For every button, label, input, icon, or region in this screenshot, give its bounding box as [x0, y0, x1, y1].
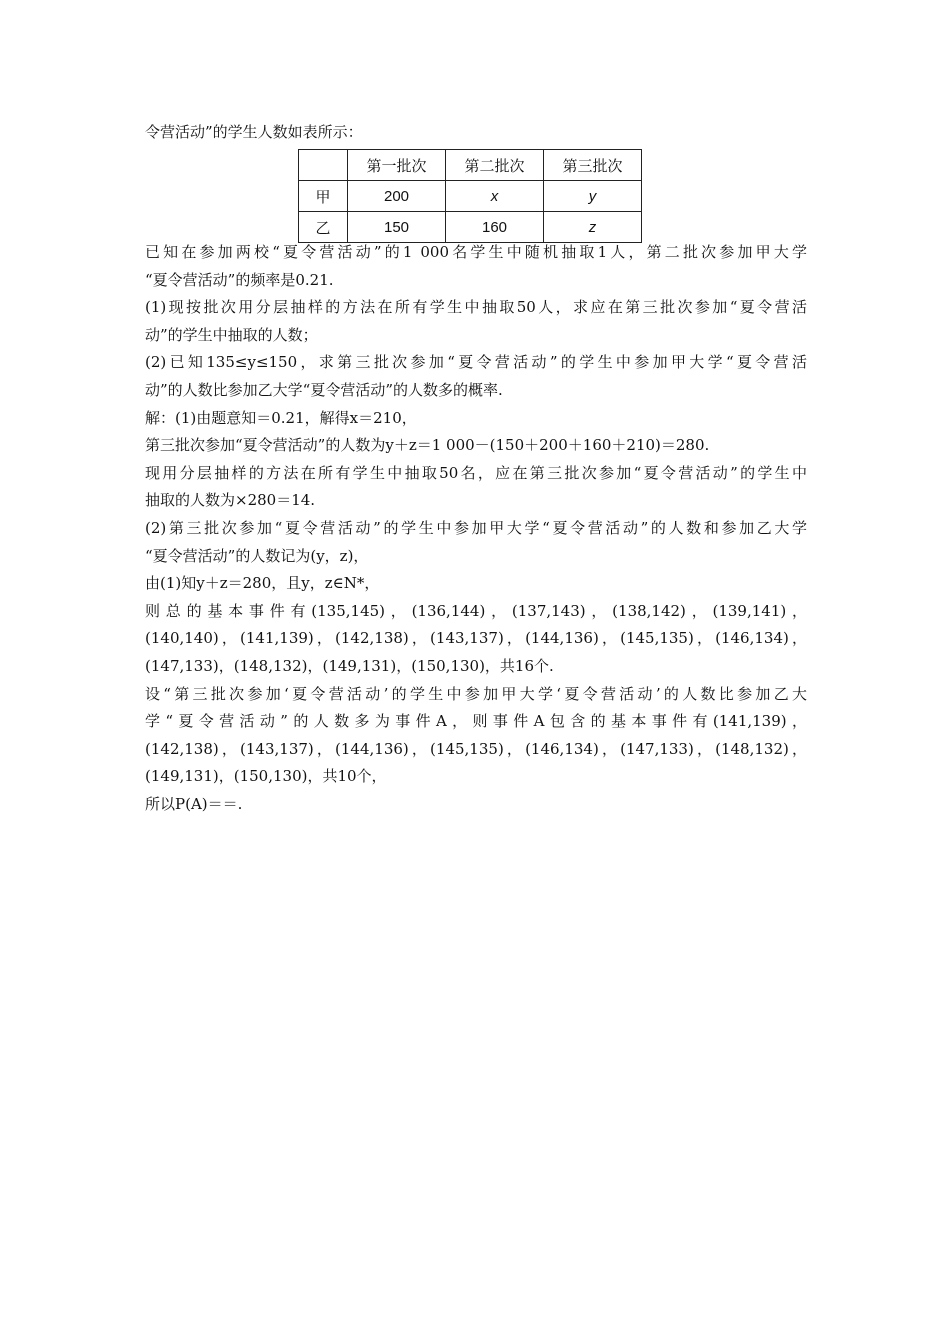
- text-line: 抽取的人数为×280＝14.: [145, 491, 316, 509]
- text-line: 设“第三批次参加‘夏令营活动’的学生中参加甲大学‘夏令营活动’的人数比参加乙大: [145, 685, 807, 703]
- table-row-label: 甲: [299, 181, 348, 212]
- table-row: [299, 181, 642, 212]
- table-cell: 150: [348, 212, 446, 243]
- text-line: “夏令营活动”的人数记为(y，z)，: [145, 547, 369, 565]
- text-line: 现用分层抽样的方法在所有学生中抽取50名，应在第三批次参加“夏令营活动”的学生中: [145, 464, 807, 482]
- text-line: 动”的学生中抽取的人数；: [145, 326, 318, 344]
- text-line: 解：(1)由题意知＝0.21，解得x＝210，: [145, 409, 417, 427]
- text-line: 已知在参加两校“夏令营活动”的1 000名学生中随机抽取1人，第二批次参加甲大学: [145, 243, 807, 261]
- text-line: 学“夏令营活动”的人数多为事件A，则事件A包含的基本事件有(141,139)，: [145, 712, 807, 730]
- table-cell: [299, 150, 348, 181]
- text-line: 第三批次参加“夏令营活动”的人数为y＋z＝1 000－(150＋200＋160＋210)＝280.: [145, 436, 710, 454]
- table-cell: z: [544, 212, 642, 243]
- table-cell: 160: [446, 212, 544, 243]
- table-header-cell: 第二批次: [446, 150, 544, 181]
- text-line: (2)已知135≤y≤150，求第三批次参加“夏令营活动”的学生中参加甲大学“夏令营活: [145, 353, 807, 371]
- text-line: (147,133)，(148,132)，(149,131)，(150,130)，共16个.: [145, 657, 554, 675]
- text-line: 由(1)知y＋z＝280，且y，z∈N*，: [145, 574, 380, 592]
- text-line: “夏令营活动”的频率是0.21.: [145, 271, 334, 289]
- table-header-cell: 第三批次: [544, 150, 642, 181]
- table-header-cell: 第一批次: [348, 150, 446, 181]
- text-line: (149,131)，(150,130)，共10个，: [145, 767, 387, 785]
- table-cell: x: [446, 181, 544, 212]
- text-line: (1)现按批次用分层抽样的方法在所有学生中抽取50人，求应在第三批次参加“夏令营活: [145, 298, 807, 316]
- table-cell: y: [544, 181, 642, 212]
- data-table: [298, 149, 642, 243]
- table-row: [299, 212, 642, 243]
- text-line: (142,138)，(143,137)，(144,136)，(145,135)，(146,134)，(147,133)，(148,132)，: [145, 740, 807, 758]
- text-line: 则总的基本事件有(135,145)，(136,144)，(137,143)，(138,142)，(139,141)，: [145, 602, 807, 620]
- text-line: (2)第三批次参加“夏令营活动”的学生中参加甲大学“夏令营活动”的人数和参加乙大学: [145, 519, 807, 537]
- table-cell: 200: [348, 181, 446, 212]
- text-line: 动”的人数比参加乙大学“夏令营活动”的人数多的概率.: [145, 381, 503, 399]
- table-row-label: 乙: [299, 212, 348, 243]
- intro-text: 令营活动”的学生人数如表所示：: [145, 123, 363, 141]
- table-header-row: [299, 150, 642, 181]
- text-line: 所以P(A)＝＝.: [145, 795, 243, 813]
- text-line: (140,140)，(141,139)，(142,138)，(143,137)，(144,136)，(145,135)，(146,134)，: [145, 629, 807, 647]
